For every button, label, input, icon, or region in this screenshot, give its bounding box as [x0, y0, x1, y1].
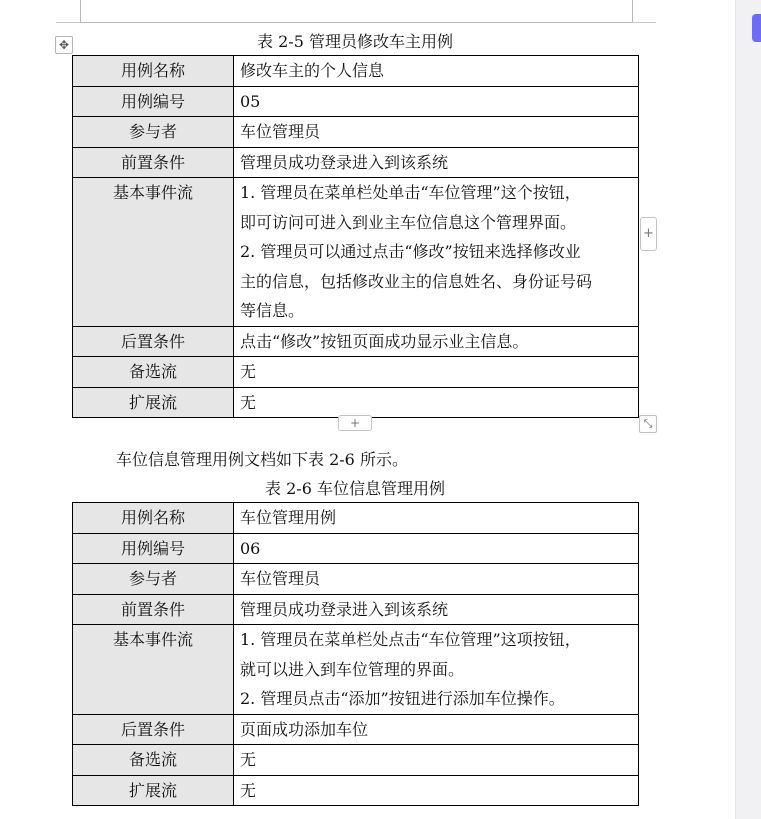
cell-text-line: 车位管理员: [240, 122, 321, 141]
table2-caption: 表 2-6 车位信息管理用例: [265, 479, 445, 498]
cell-text-line: 管理员成功登录进入到该系统: [240, 152, 449, 172]
row-label-cell[interactable]: 前置条件: [73, 147, 234, 178]
row-label-cell[interactable]: 备选流: [73, 745, 234, 776]
row-value-cell[interactable]: [234, 117, 639, 148]
row-value-cell[interactable]: [234, 745, 639, 776]
table-row: [73, 594, 639, 625]
row-label-cell[interactable]: 参与者: [73, 564, 234, 595]
page-margin-frame: [80, 0, 633, 23]
table-row: [73, 533, 639, 564]
cell-text-line: 页面成功添加车位: [240, 719, 369, 739]
row-value-cell[interactable]: [234, 533, 639, 564]
table-row: [73, 714, 639, 745]
cell-text-line: 等信息。: [240, 301, 305, 320]
row-value-cell[interactable]: [234, 357, 639, 388]
use-case-table-2: [72, 502, 639, 806]
table-row: [73, 147, 639, 178]
table-row: [73, 564, 639, 595]
row-value-cell[interactable]: [234, 564, 639, 595]
row-value-cell[interactable]: [234, 178, 639, 327]
row-value-cell[interactable]: [234, 387, 639, 418]
table-resize-icon[interactable]: ⤡: [639, 415, 657, 433]
row-value-cell[interactable]: [234, 147, 639, 178]
cell-text-line: 06: [240, 538, 261, 558]
cell-text-line: 无: [240, 362, 257, 381]
cell-text-line: 车位管理用例: [240, 508, 337, 527]
table-row: [73, 117, 639, 148]
row-label-cell[interactable]: 用例编号: [73, 86, 234, 117]
cell-text-line: 2. 管理员可以通过点击“修改”按钮来选择修改业: [240, 242, 581, 261]
row-value-cell[interactable]: [234, 594, 639, 625]
cell-text-line: 即可访问可进入到业主车位信息这个管理界面。: [240, 212, 577, 232]
row-label-cell[interactable]: 用例名称: [73, 56, 234, 87]
scrollbar-thumb[interactable]: [752, 14, 761, 42]
row-value-cell[interactable]: [234, 86, 639, 117]
table-row: [73, 178, 639, 327]
intro-paragraph: 车位信息管理用例文档如下表 2-6 所示。: [116, 450, 408, 469]
cell-text-line: 点击“修改”按钮页面成功显示业主信息。: [240, 331, 529, 351]
table-row: [73, 625, 639, 715]
row-label-cell[interactable]: 扩展流: [73, 387, 234, 418]
table1-caption: 表 2-5 管理员修改车主用例: [257, 32, 453, 51]
add-row-button[interactable]: +: [338, 415, 372, 431]
table-row: [73, 775, 639, 806]
row-label-cell[interactable]: 后置条件: [73, 714, 234, 745]
row-value-cell[interactable]: [234, 503, 639, 534]
right-gutter: [735, 0, 761, 819]
use-case-table-1: [72, 55, 639, 418]
cell-text-line: 无: [240, 750, 257, 769]
crop-mark-left: [56, 22, 80, 23]
table-row: [73, 503, 639, 534]
row-value-cell[interactable]: [234, 56, 639, 87]
row-label-cell[interactable]: 基本事件流: [73, 625, 234, 715]
row-value-cell[interactable]: [234, 714, 639, 745]
row-label-cell[interactable]: 参与者: [73, 117, 234, 148]
table-row: [73, 745, 639, 776]
cell-text-line: 05: [240, 91, 261, 111]
cell-text-line: 主的信息，包括修改业主的信息姓名、身份证号码: [240, 271, 593, 291]
table-row: [73, 86, 639, 117]
row-value-cell[interactable]: [234, 775, 639, 806]
row-label-cell[interactable]: 备选流: [73, 357, 234, 388]
row-label-cell[interactable]: 扩展流: [73, 775, 234, 806]
table-row: [73, 326, 639, 357]
cell-text-line: 无: [240, 392, 257, 412]
cell-text-line: 1. 管理员在菜单栏处点击“车位管理”这项按钮，: [240, 630, 581, 649]
row-label-cell[interactable]: 前置条件: [73, 594, 234, 625]
cell-text-line: 车位管理员: [240, 569, 321, 588]
add-column-button[interactable]: +: [640, 217, 657, 251]
cell-text-line: 就可以进入到车位管理的界面。: [240, 659, 465, 679]
table-row: [73, 387, 639, 418]
cell-text-line: 1. 管理员在菜单栏处单击“车位管理”这个按钮，: [240, 183, 581, 202]
row-value-cell[interactable]: [234, 326, 639, 357]
row-value-cell[interactable]: [234, 625, 639, 715]
cell-text-line: 修改车主的个人信息: [240, 61, 385, 80]
row-label-cell[interactable]: 后置条件: [73, 326, 234, 357]
row-label-cell[interactable]: 用例编号: [73, 533, 234, 564]
table-move-handle-icon[interactable]: ✥: [55, 36, 73, 54]
table-row: [73, 56, 639, 87]
row-label-cell[interactable]: 用例名称: [73, 503, 234, 534]
cell-text-line: 管理员成功登录进入到该系统: [240, 599, 449, 619]
crop-mark-right: [632, 22, 656, 23]
row-label-cell[interactable]: 基本事件流: [73, 178, 234, 327]
table-row: [73, 357, 639, 388]
cell-text-line: 无: [240, 780, 257, 800]
cell-text-line: 2. 管理员点击“添加”按钮进行添加车位操作。: [240, 689, 565, 708]
